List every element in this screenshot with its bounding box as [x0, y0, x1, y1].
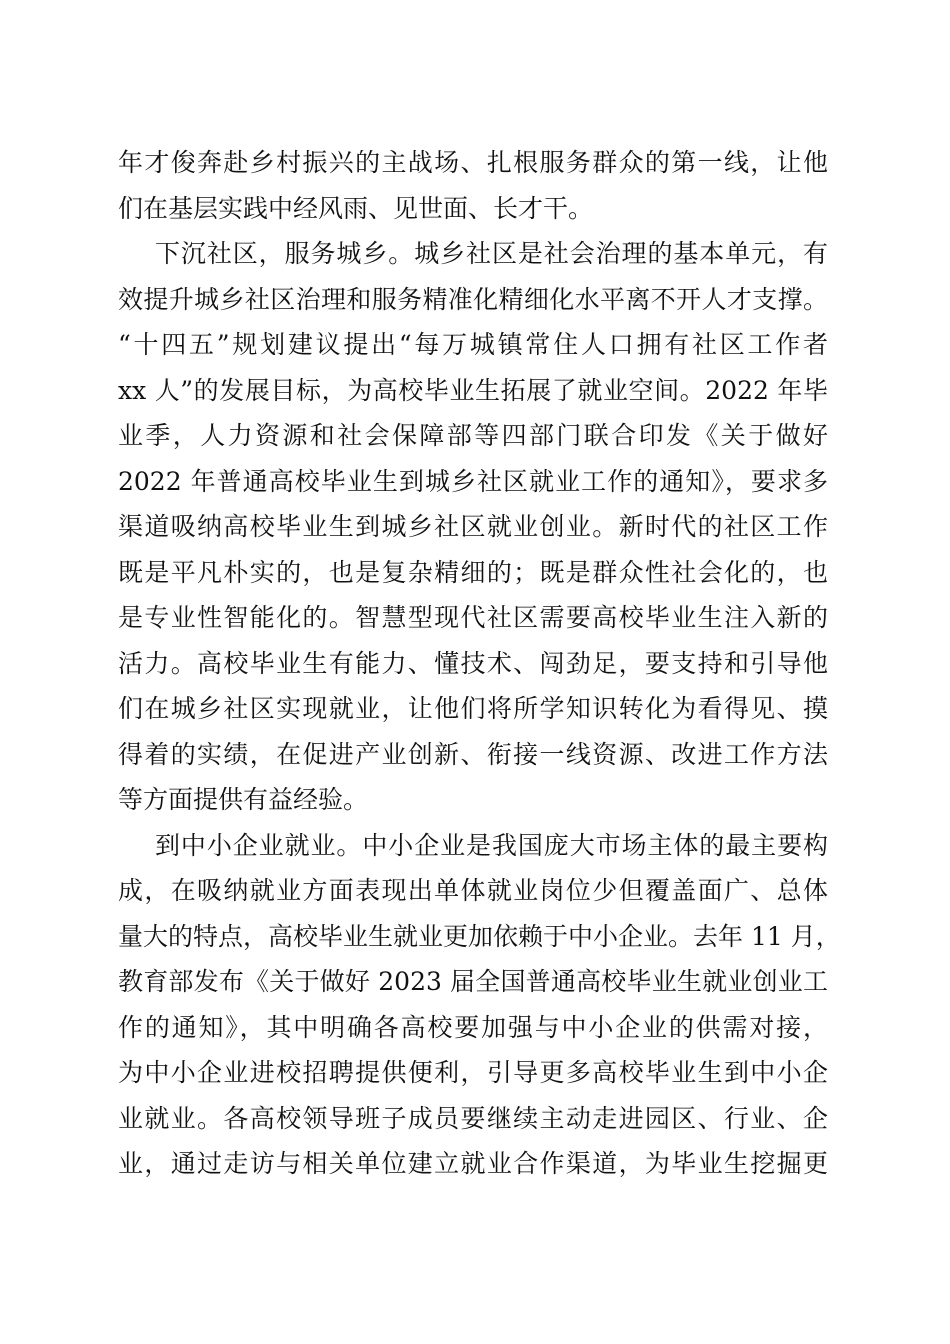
- text-line: 2022 年普通高校毕业生到城乡社区就业工作的通知》，要求多: [118, 466, 828, 496]
- document-page: [118, 140, 841, 1187]
- text-line: 既是平凡朴实的，也是复杂精细的；既是群众性社会化的，也: [118, 557, 828, 587]
- paragraph-2: [118, 231, 828, 823]
- text-line: 业季，人力资源和社会保障部等四部门联合印发《关于做好: [118, 421, 828, 450]
- text-line: 效提升城乡社区治理和服务精准化精细化水平离不开人才支撑。: [118, 284, 828, 314]
- text-line: 业就业。各高校领导班子成员要继续主动走进园区、行业、企: [118, 1103, 828, 1133]
- text-line: 成，在吸纳就业方面表现出单体就业岗位少但覆盖面广、总体: [118, 876, 828, 905]
- text-line: 为中小企业进校招聘提供便利，引导更多高校毕业生到中小企: [118, 1058, 828, 1087]
- text-line: xx 人”的发展目标，为高校毕业生拓展了就业空间。2022 年毕: [118, 375, 828, 405]
- text-line: 是专业性智能化的。智慧型现代社区需要高校毕业生注入新的: [118, 603, 828, 632]
- text-line: 业，通过走访与相关单位建立就业合作渠道，为毕业生挖掘更: [118, 1149, 828, 1178]
- text-line: 教育部发布《关于做好 2023 届全国普通高校毕业生就业创业工: [118, 967, 828, 996]
- text-line: 们在基层实践中经风雨、见世面、长才干。: [118, 193, 594, 223]
- text-line: 年才俊奔赴乡村振兴的主战场、扎根服务群众的第一线，让他: [118, 148, 828, 177]
- text-line: 量大的特点，高校毕业生就业更加依赖于中小企业。去年 11 月，: [118, 921, 841, 951]
- text-line: 作的通知》，其中明确各高校要加强与中小企业的供需对接，: [118, 1012, 828, 1042]
- text-line: “十四五”规划建议提出“每万城镇常住人口拥有社区工作者: [118, 330, 828, 359]
- text-line: 渠道吸纳高校毕业生到城乡社区就业创业。新时代的社区工作: [118, 512, 828, 541]
- text-line: 下沉社区，服务城乡。城乡社区是社会治理的基本单元，有: [155, 239, 828, 268]
- text-line: 到中小企业就业。中小企业是我国庞大市场主体的最主要构: [155, 830, 828, 860]
- text-line: 们在城乡社区实现就业，让他们将所学知识转化为看得见、摸: [118, 694, 828, 723]
- text-line: 活力。高校毕业生有能力、懂技术、闯劲足，要支持和引导他: [118, 648, 828, 678]
- paragraph-1: [118, 140, 828, 231]
- paragraph-3: [118, 823, 841, 1187]
- text-line: 等方面提供有益经验。: [118, 785, 369, 814]
- text-line: 得着的实绩，在促进产业创新、衔接一线资源、改进工作方法: [118, 739, 828, 769]
